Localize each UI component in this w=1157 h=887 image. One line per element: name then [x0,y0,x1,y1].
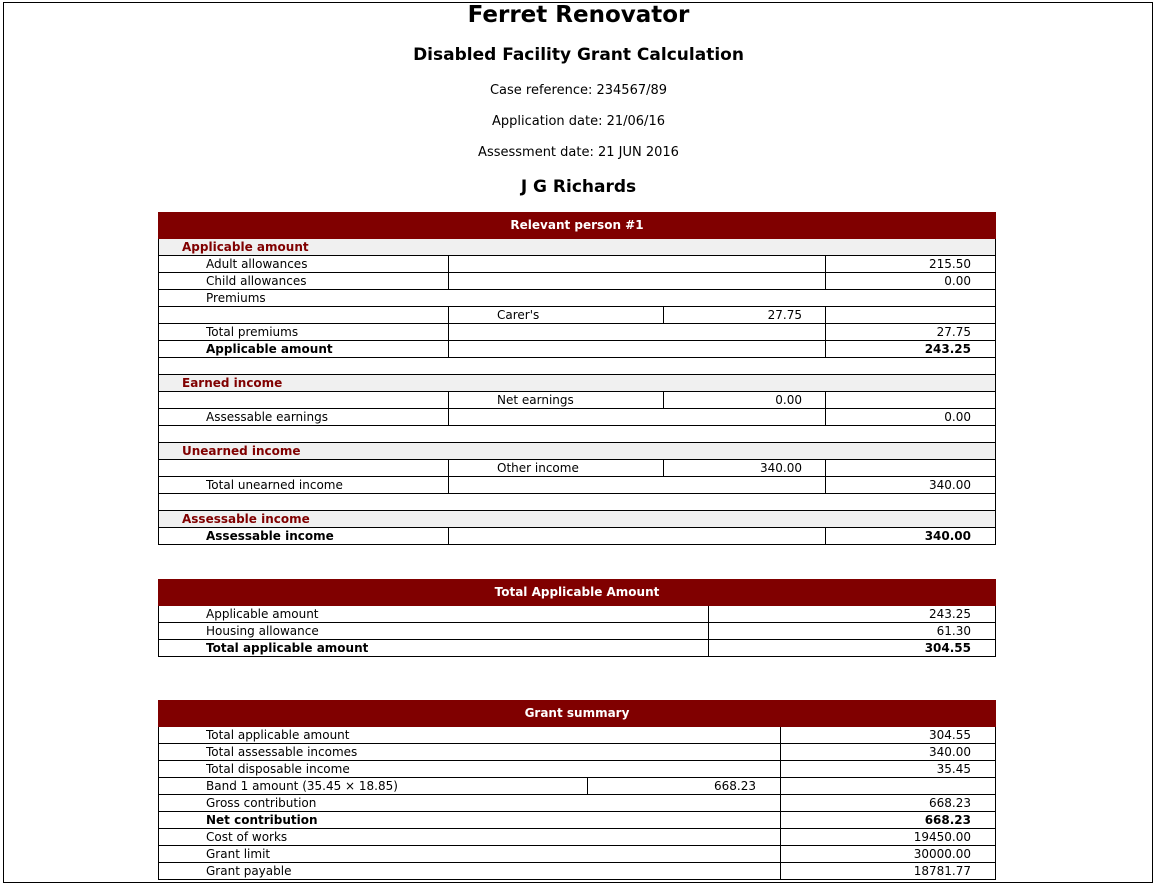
grant-payable-value: 18781.77 [780,863,995,879]
table-row [159,323,995,340]
empty-cell [448,341,825,357]
empty-cell [448,273,825,289]
table-row [159,743,995,760]
adult-allowances-value: 215.50 [825,256,995,272]
child-allowances-label: Child allowances [206,274,307,288]
relevant-person-rows [158,239,996,545]
table-row [159,255,995,272]
assessable-income-heading: Assessable income [182,512,310,526]
table-row [159,391,995,408]
assessable-earnings-value: 0.00 [825,409,995,425]
housing-allowance-value: 61.30 [708,623,995,639]
grant-payable-label: Grant payable [206,864,292,878]
table-row [159,828,995,845]
relevant-person-section [158,212,996,545]
grant-limit-label: Grant limit [206,847,271,861]
table-row [159,845,995,862]
table-row [159,606,995,622]
total-disposable-label: Total disposable income [206,762,350,776]
band1-label: Band 1 amount (35.45 × 18.85) [206,779,398,793]
table-row [159,272,995,289]
page-subtitle: Disabled Facility Grant Calculation [413,45,744,65]
table-row [159,639,995,656]
unearned-income-heading: Unearned income [182,444,301,458]
total-assessable-value: 340.00 [780,744,995,760]
application-date: Application date: 21/06/16 [492,114,665,129]
total-assessable-label: Total assessable incomes [206,745,358,759]
empty-cell [825,307,995,323]
total-applicable-rows [158,606,996,657]
total-applicable-label: Total applicable amount [206,728,350,742]
assessment-date: Assessment date: 21 JUN 2016 [478,145,679,160]
table-row [159,408,995,425]
grant-summary-section [158,700,996,880]
net-earnings-label: Net earnings [448,392,663,408]
empty-cell [780,778,995,794]
table-row [159,622,995,639]
cost-of-works-label: Cost of works [206,830,288,844]
total-applicable-header: Total Applicable Amount [158,579,996,606]
grant-summary-rows [158,727,996,880]
assessable-earnings-label: Assessable earnings [206,410,328,424]
carers-label: Carer's [448,307,663,323]
table-row [159,476,995,493]
table-row [159,811,995,828]
housing-allowance-label: Housing allowance [206,624,319,638]
cost-of-works-value: 19450.00 [780,829,995,845]
section-heading-row [159,374,995,391]
adult-allowances-label: Adult allowances [206,257,308,271]
child-allowances-value: 0.00 [825,273,995,289]
net-earnings-value: 0.00 [663,392,825,408]
net-contribution-label: Net contribution [206,813,318,827]
table-row [159,794,995,811]
table-row [159,760,995,777]
net-contribution-value: 668.23 [780,812,995,828]
empty-cell [448,256,825,272]
total-disposable-value: 35.45 [780,761,995,777]
app-title: Ferret Renovator [467,2,690,28]
other-income-value: 340.00 [663,460,825,476]
section-heading-row [159,510,995,527]
earned-income-heading: Earned income [182,376,283,390]
total-applicable-value: 304.55 [780,727,995,743]
gross-contribution-value: 668.23 [780,795,995,811]
table-row [159,306,995,323]
premiums-label: Premiums [206,291,266,305]
applicable-amount-heading: Applicable amount [182,240,309,254]
gross-contribution-label: Gross contribution [206,796,317,810]
applicable-amount-value: 243.25 [708,606,995,622]
empty-cell [825,460,995,476]
table-row [159,527,995,544]
total-applicable-value: 304.55 [708,640,995,656]
empty-cell [448,324,825,340]
assessable-income-value: 340.00 [825,528,995,544]
section-heading-row [159,239,995,255]
other-income-label: Other income [448,460,663,476]
table-row [159,459,995,476]
total-premiums-label: Total premiums [206,325,299,339]
band1-value: 668.23 [587,778,780,794]
empty-cell [448,477,825,493]
table-row [159,727,995,743]
applicable-amount-label: Applicable amount [206,607,319,621]
total-unearned-value: 340.00 [825,477,995,493]
grant-summary-header: Grant summary [158,700,996,727]
empty-cell [448,409,825,425]
empty-cell [448,528,825,544]
spacer-row [159,493,995,510]
assessable-income-label: Assessable income [206,529,334,543]
grant-limit-value: 30000.00 [780,846,995,862]
table-row [159,777,995,794]
applicable-amount-value: 243.25 [825,341,995,357]
spacer-row [159,357,995,374]
table-row [159,862,995,879]
empty-cell [825,392,995,408]
total-unearned-label: Total unearned income [206,478,343,492]
total-applicable-section [158,579,996,657]
relevant-person-header: Relevant person #1 [158,212,996,239]
applicable-amount-label: Applicable amount [206,342,333,356]
total-applicable-label: Total applicable amount [206,641,369,655]
section-heading-row [159,442,995,459]
spacer-row [159,425,995,442]
applicant-name: J G Richards [520,177,637,197]
table-row [159,340,995,357]
case-reference: Case reference: 234567/89 [489,83,668,98]
carers-value: 27.75 [663,307,825,323]
table-row [159,289,995,306]
total-premiums-value: 27.75 [825,324,995,340]
